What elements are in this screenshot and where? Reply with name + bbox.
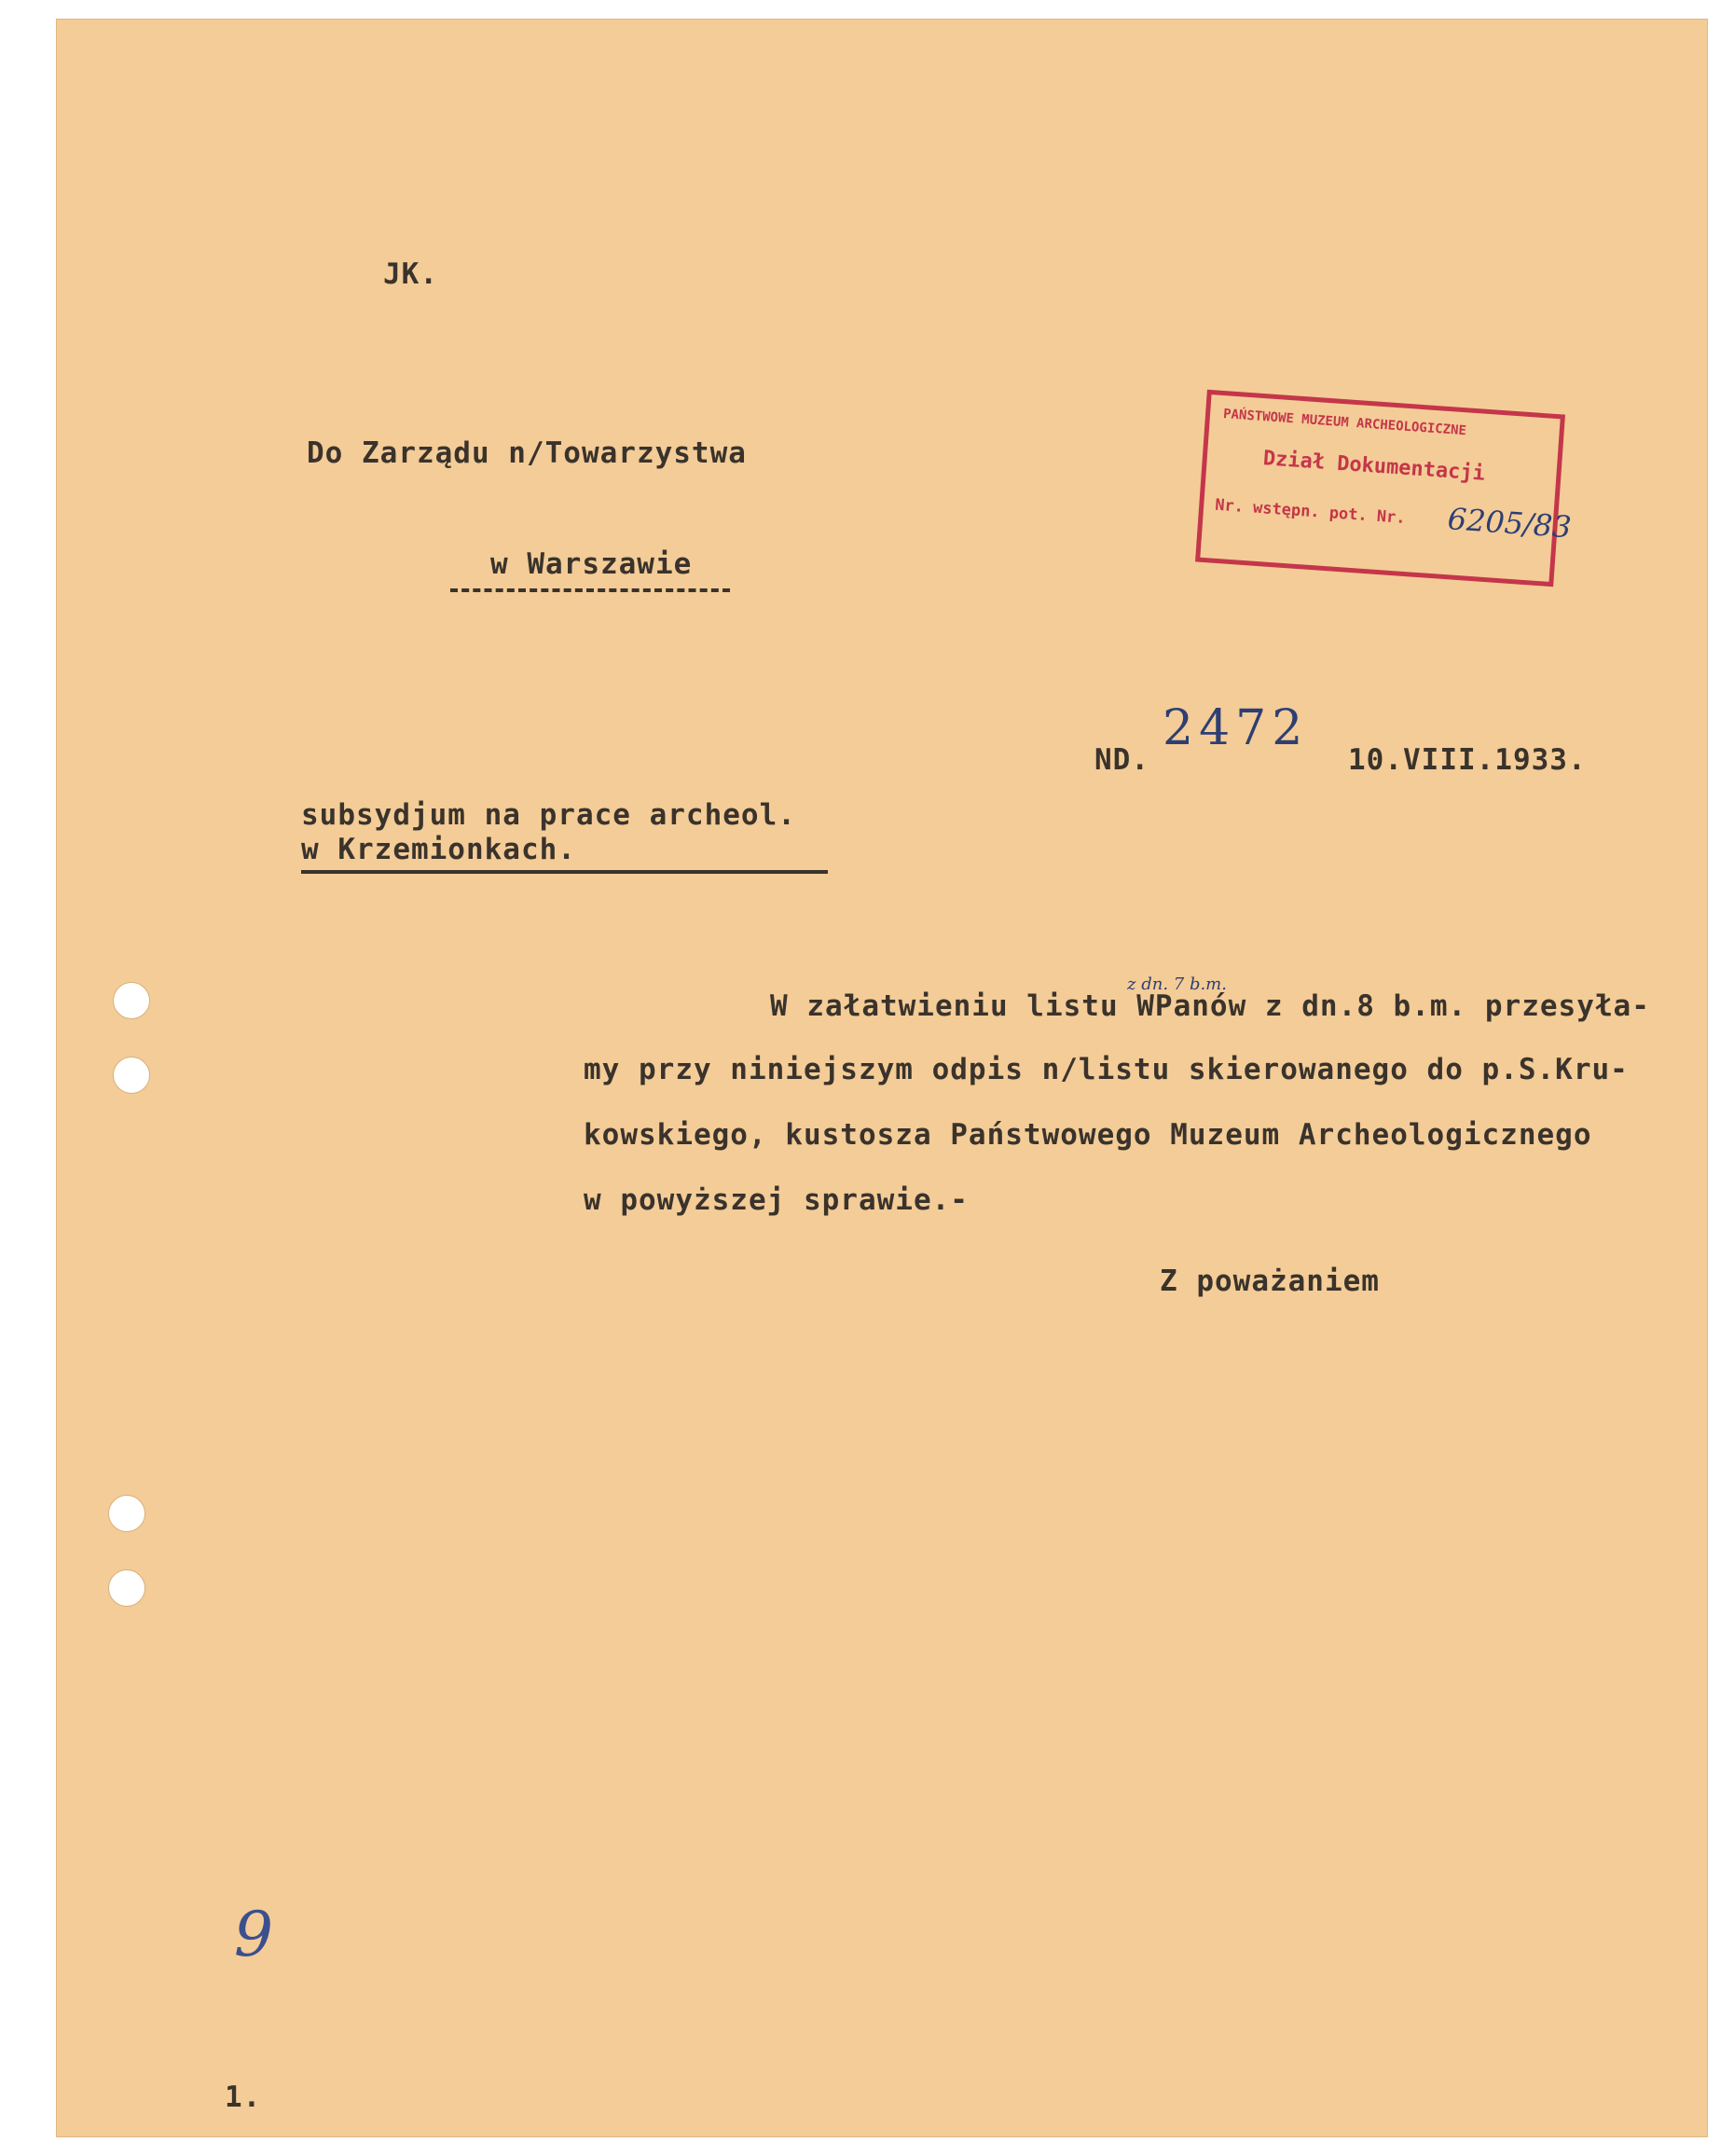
stamp-number: 6205/83: [1446, 501, 1573, 546]
reference-prefix: ND.: [1094, 743, 1149, 777]
reference-number: 2472: [1163, 700, 1309, 756]
archive-stamp: [1195, 390, 1573, 587]
subject-underline: [301, 870, 828, 874]
punch-hole: [113, 1057, 150, 1094]
letter-sheet: [56, 19, 1708, 2137]
punch-hole: [113, 982, 150, 1019]
footer-mark: 1.: [225, 2080, 262, 2114]
addressee-line-2: w Warszawie: [490, 547, 693, 581]
body-line-1: W załatwieniu listu WPanów z dn.8 b.m. przesyła-: [770, 989, 1650, 1023]
punch-hole: [108, 1495, 145, 1532]
stamp-entry-label: Nr. wstępn. pot. Nr.: [1214, 495, 1407, 528]
handwritten-insertion: z dn. 7 b.m.: [1127, 974, 1227, 994]
stamp-institution: PAŃSTWOWE MUZEUM ARCHEOLOGICZNE: [1222, 407, 1467, 439]
subject-line-1: subsydjum na prace archeol.: [301, 798, 796, 832]
body-line-3: kowskiego, kustosza Państwowego Muzeum Archeologicznego: [584, 1118, 1592, 1152]
subject-line-2: w Krzemionkach.: [301, 833, 576, 866]
initials: JK.: [383, 257, 438, 291]
letter-date: 10.VIII.1933.: [1348, 743, 1587, 777]
addressee-line-1: Do Zarządu n/Towarzystwa: [307, 436, 747, 470]
punch-hole: [108, 1569, 145, 1607]
closing: Z poważaniem: [1160, 1265, 1380, 1298]
stamp-department: Dział Dokumentacji: [1262, 447, 1486, 486]
margin-note: 9: [234, 1899, 273, 1970]
body-line-4: w powyższej sprawie.-: [584, 1183, 969, 1217]
body-line-2: my przy niniejszym odpis n/listu skierowanego do p.S.Kru-: [584, 1053, 1629, 1086]
addressee-underline: [450, 588, 730, 592]
